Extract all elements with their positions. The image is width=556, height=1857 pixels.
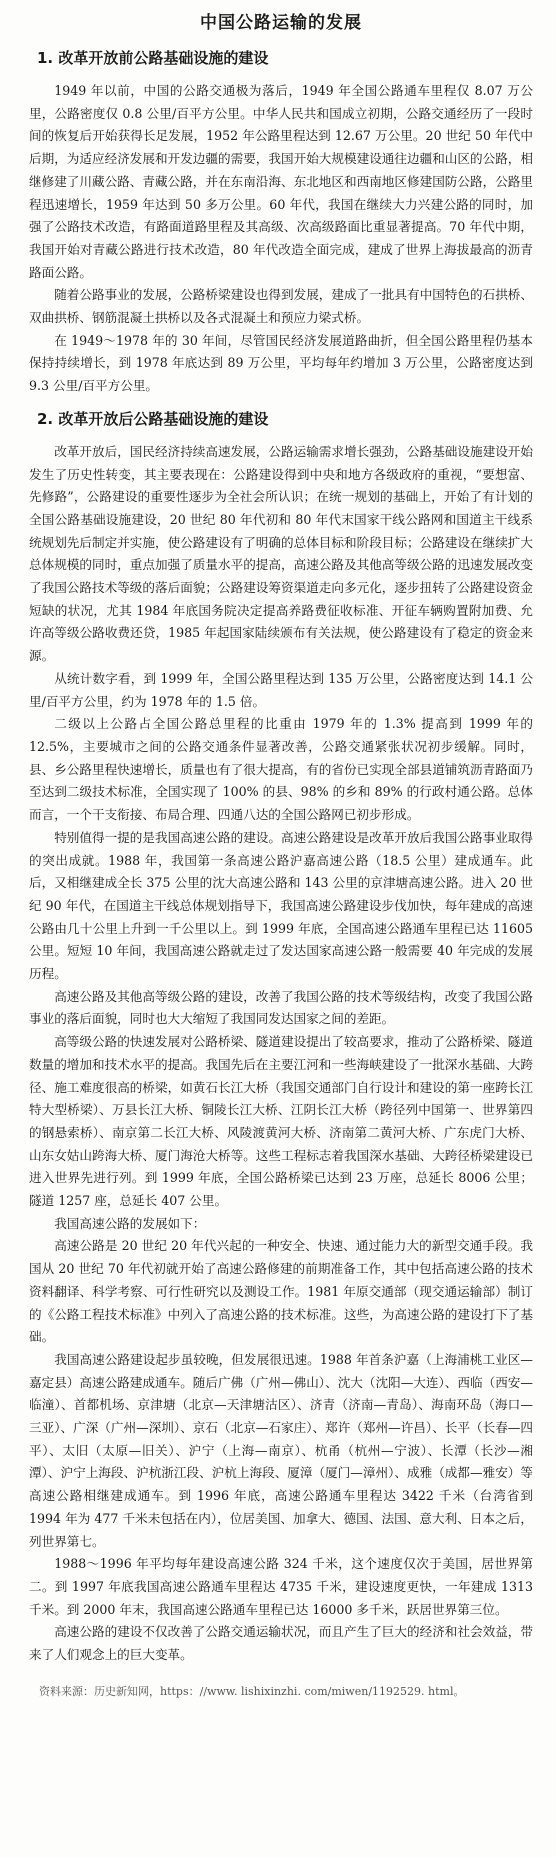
paragraph: 高速公路的建设不仅改善了公路交通运输状况，而且产生了巨大的经济和社会效益，带来了人们观念上的巨大变革。 [29,1624,533,1663]
paragraph: 随着公路事业的发展，公路桥梁建设也得到发展，建成了一批具有中国特色的石拱桥、双曲拱桥、钢筋混凝土拱桥以及各式混凝土和预应力梁式桥。 [29,287,533,326]
paragraph: 在 1949～1978 年的 30 年间，尽管国民经济发展道路曲折，但全国公路里程仍基本保持持续增长，到 1978 年底达到 89 万公里，平均每年约增加 3 万公里，公路密度达到 9.3 公里/百平方公里。 [29,332,533,394]
section-heading: 2. 改革开放后公路基础设施的建设 [37,409,269,428]
paragraph: 高等级公路的快速发展对公路桥梁、隧道建设提出了较高要求，推动了公路桥梁、隧道数量的增加和技术水平的提高。我国先后在主要江河和一些海峡建设了一批深水基础、大跨径、施工难度很高的桥梁，如黄石长江大桥（我国交通部门自行设计和建设的第一座跨长江特大型桥梁）、万县长江大桥、铜陵长江大桥、江阴长江大桥（跨径列中国第一、世界第四的钢悬索桥）、南京第二长江大桥、风陵渡黄河大桥、济南第二黄河大桥、广东虎门大桥、山东女姑山跨海大桥、厦门海沧大桥等。这些工程标志着我国深水基础、大跨径桥梁建设已进入世界先进行列。到 1999 年底，全国公路桥梁已达到 23 万座，总延长 8006 公里；隧道 1257 座，总延长 407 公里。 [29,1034,533,1209]
paragraph: 从统计数字看，到 1999 年，全国公路里程达到 135 万公里，公路密度达到 14.1 公里/百平方公里，约为 1978 年的 1.5 倍。 [29,670,533,709]
paragraph: 二级以上公路占全国公路总里程的比重由 1979 年的 1.3% 提高到 1999 年的 12.5%，主要城市之间的公路交通条件显著改善，公路交通紧张状况初步缓解。同时，县、乡公路里程快速增长，质量也有了很大提高，有的省份已实现全部县道铺筑沥青路面乃至达到二级技术标准，全国实现了 100% 的县、98% 的乡和 89% 的行政村通公路。总体而言，一个干支衔接、布局合理、四通八达的全国公路网已初步形成。 [29,716,533,823]
paragraph: 我国高速公路的发展如下： [54,1215,206,1231]
paragraph: 改革开放后，国民经济持续高速发展，公路运输需求增长强劲，公路基础设施建设开始发生了历史性转变，其主要表现在：公路建设得到中央和地方各级政府的重视，“要想富、先修路”，公路建设的重要性逐步为全社会所认识；在统一规划的基础上，开始了有计划的全国公路基础设施建设，20 世纪 80 年代初和 80 年代末国家干线公路网和国道主干线系统规划先后制定并实施，使公路建设有了明确的总体目标和阶段目标；公路建设在继续扩大总体规模的同时，重点加强了质量水平的提高，高速公路及其他高等级公路的迅速发展改变了我国公路技术等级的落后面貌；公路建设筹资渠道走向多元化，逐步扭转了公路建设资金短缺的状况，尤其 1984 年底国务院决定提高养路费征收标准、开征车辆购置附加费、允许高等级公路收费还贷，1985 年起国家陆续颁布有关法规，使公路建设有了稳定的资金来源。 [29,443,533,664]
paragraph: 1988～1996 年平均每年建设高速公路 324 千米，这个速度仅次于美国，居世界第二。到 1997 年底我国高速公路通车里程达 4735 千米，建设速度更快，一年建成 1313 千米。到 2000 年末，我国高速公路通车里程已达 16000 多千米，跃居世界第三位。 [29,1556,533,1617]
section-post-reform [29,408,533,1667]
paragraph: 高速公路是 20 世纪 20 年代兴起的一种安全、快速、通过能力大的新型交通手段。我国从 20 世纪 70 年代初就开始了高速公路修建的前期准备工作，其中包括高速公路的技术资料翻译、科学考察、可行性研究以及测设工作。1981 年原交通部（现交通运输部）制订的《公路工程技术标准》中列入了高速公路的技术标准。这些，为高速公路的建设打下了基础。 [29,1238,533,1345]
section-pre-reform [29,47,533,398]
paragraph: 特别值得一提的是我国高速公路的建设。高速公路建设是改革开放后我国公路事业取得的突出成就。1988 年，我国第一条高速公路沪嘉高速公路（18.5 公里）建成通车。此后，又相继建成全长 375 公里的沈大高速公路和 143 公里的京津塘高速公路。进入 20 世纪 90 年代，在国道主干线总体规划指导下，我国高速公路建设步伐加快，每年建成的高速公路由几十公里上升到一千公里以上。到 1999 年底，全国高速公路通车里程已达 11605 公里。短短 10 年间，我国高速公路就走过了发达国家高速公路一般需要 40 年完成的发展历程。 [29,829,533,982]
paragraph: 高速公路及其他高等级公路的建设，改善了我国公路的技术等级结构，改变了我国公路事业的落后面貌，同时也大大缩短了我国同发达国家之间的差距。 [29,988,533,1027]
section-heading: 1. 改革开放前公路基础设施的建设 [37,49,269,67]
paragraph: 1949 年以前，中国的公路交通极为落后，1949 年全国公路通车里程仅 8.07 万公里，公路密度仅 0.8 公里/百平方公里。中华人民共和国成立初期，公路交通经历了一段时间的恢复后开始获得长足发展，1952 年公路里程达到 12.67 万公里。20 世纪 50 年代中后期，为适应经济发展和开发边疆的需要，我国开始大规模建设通往边疆和山区的公路，相继修建了川藏公路、青藏公路，并在东南沿海、东北地区和西南地区修建国防公路，公路里程迅速增长，1959 年达到 50 多万公里。60 年代，我国在继续大力兴建公路的同时，加强了公路技术改造，有路面道路里程及其高级、次高级路面比重显著提高。70 年代中期，我国开始对青藏公路进行技术改造，80 年代改造全面完成，建成了世界上海拔最高的沥青路面公路。 [29,83,533,280]
article-title: 中国公路运输的发展 [200,13,362,33]
source-citation: 资料来源：历史新知网，https：//www. lishixinzhi. com/miwen/1192529. html。 [39,1684,465,1698]
paragraph: 我国高速公路建设起步虽较晚，但发展很迅速。1988 年首条沪嘉（上海浦桃工业区—嘉定县）高速公路建成通车。随后广佛（广州—佛山）、沈大（沈阳—大连）、西临（西安—临潼）、首都机场、京津塘（北京—天津塘沽区）、济青（济南—青岛）、海南环岛（海口—三亚）、广深（广州—深圳）、京石（北京—石家庄）、郑许（郑州—许昌）、长平（长春—四平）、太旧（太原—旧关）、沪宁（上海—南京）、杭甬（杭州—宁波）、长潭（长沙—湘潭）、沪宁上海段、沪杭浙江段、沪杭上海段、厦漳（厦门—漳州）、成雅（成都—雅安）等高速公路相继建成通车。到 1996 年底，高速公路通车里程达 3422 千米（台湾省到 1994 年为 477 千米未包括在内），位居美国、加拿大、德国、法国、意大利、日本之后，列世界第七。 [29,1351,533,1549]
